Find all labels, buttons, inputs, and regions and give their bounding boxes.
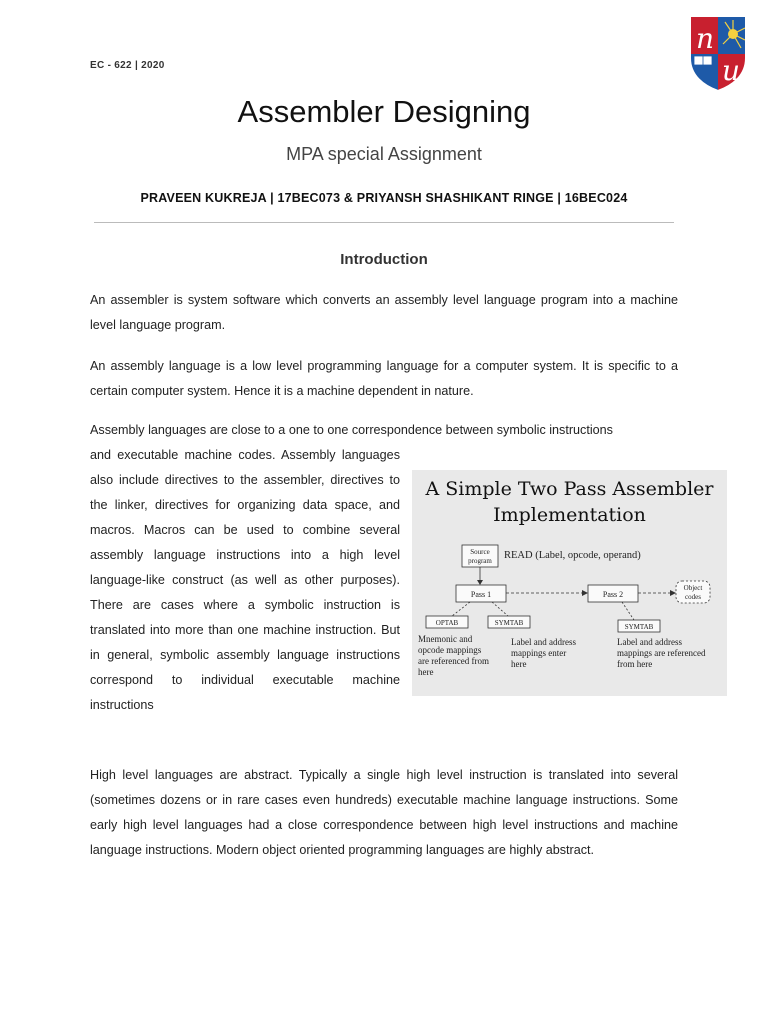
authors-line: PRAVEEN KUKREJA | 17BEC073 & PRIYANSH SHASHIKANT RINGE | 16BEC024 [140, 191, 628, 205]
figure-title-line-1: A Simple Two Pass Assembler [425, 478, 714, 500]
note-symtab-pass1 [511, 637, 576, 669]
object-codes-label-1: Object [683, 584, 703, 592]
svg-text:Label and address: Label and address [617, 637, 682, 647]
note-optab [418, 634, 489, 677]
svg-text:mappings enter: mappings enter [511, 648, 567, 658]
logo-letter-u: u [722, 54, 741, 87]
svg-text:Mnemonic and: Mnemonic and [418, 634, 473, 644]
logo-letter-n: n [696, 22, 715, 55]
svg-text:are referenced from: are referenced from [418, 656, 489, 666]
course-code: EC - 622 | 2020 [90, 60, 165, 71]
paragraph-4: High level languages are abstract. Typically a single high level instruction is translated into several (sometimes dozens or in rare cases even hundreds) executable machine language instructions. Some early high level languages had a close correspondence between high level instructions and machine language instructions. Modern object oriented programming languages are highly abstract. [90, 768, 678, 857]
svg-text:Label and address: Label and address [511, 637, 576, 647]
svg-text:here: here [511, 659, 527, 669]
assembler-diagram [412, 470, 727, 696]
read-label: READ (Label, opcode, operand) [504, 550, 641, 561]
pass1-label: Pass 1 [470, 590, 492, 599]
header-divider [94, 222, 674, 223]
document-title: Assembler Designing [237, 94, 531, 129]
pass2-label: Pass 2 [602, 590, 624, 599]
note-symtab-pass2 [617, 637, 706, 669]
section-heading: Introduction [340, 251, 428, 268]
paragraph-3-wrapped: and executable machine codes. Assembly languages also include directives to the assembler, directives to the linker, directives for organizing data space, and macros. Macros can be used to combine several assembly language instructions into a high level language-like construct (as well as other purposes). There are cases where a symbolic instruction is translated into more than one machine instruction. But in general, symbolic assembly language instructions correspond to individual executable machine instructions [90, 448, 400, 712]
source-program-label-1: Source [470, 548, 490, 556]
symtab-label-1: SYMTAB [494, 619, 524, 627]
svg-text:opcode mappings: opcode mappings [418, 645, 482, 655]
svg-text:from here: from here [617, 659, 653, 669]
optab-label: OPTAB [435, 619, 459, 627]
svg-text:mappings are referenced: mappings are referenced [617, 648, 706, 658]
source-program-label-2: program [468, 557, 492, 565]
figure-title-line-2: Implementation [493, 504, 646, 526]
two-pass-assembler-figure [412, 470, 727, 696]
paragraph-2: An assembly language is a low level programming language for a computer system. It is specific to a certain computer system. Hence it is a machine dependent in nature. [90, 359, 678, 398]
object-codes-label-2: codes [685, 593, 701, 601]
university-logo [688, 14, 748, 92]
paragraph-3-line: Assembly languages are close to a one to one correspondence between symbolic instructions [90, 423, 613, 437]
paragraph-1: An assembler is system software which converts an assembly level language program into a machine level language program. [90, 293, 678, 332]
symtab-label-2: SYMTAB [624, 623, 654, 631]
svg-text:here: here [418, 667, 434, 677]
document-subtitle: MPA special Assignment [286, 144, 482, 164]
